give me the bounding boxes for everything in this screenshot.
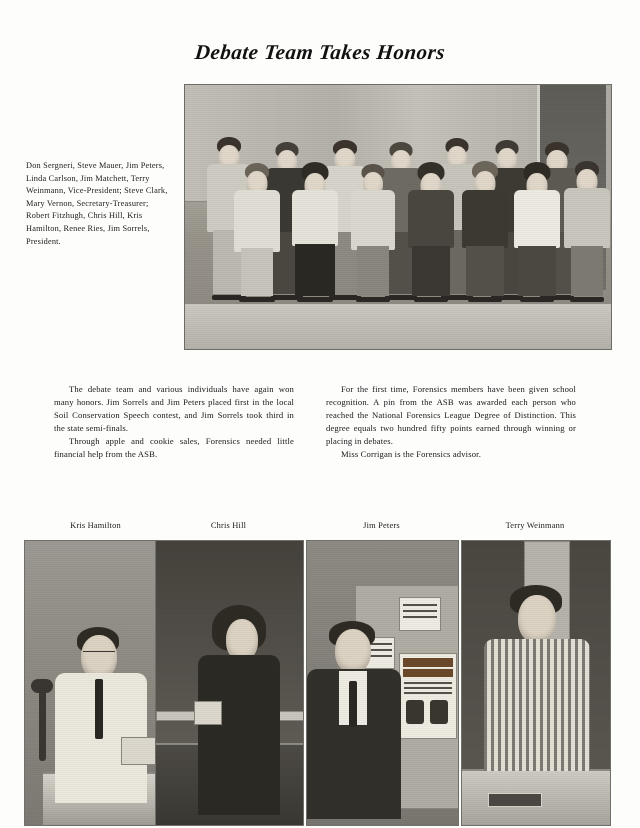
portrait-photo-chris-hill — [155, 540, 304, 826]
notice-top — [399, 597, 441, 631]
portrait-photo-terry-weinmann — [461, 540, 611, 826]
necktie — [95, 679, 103, 739]
portrait-label-3: Terry Weinmann — [505, 521, 565, 530]
held-card — [121, 737, 157, 765]
necktie — [349, 681, 357, 727]
paragraph: Through apple and cookie sales, Forensics needed little financial help from the ASB. — [54, 436, 294, 460]
page-title: Debate Team Takes Honors — [193, 40, 447, 64]
portrait-label-1: Chris Hill — [210, 521, 247, 530]
group-photo-caption: Don Sergneri, Steve Mauer, Jim Peters, Linda Carlson, Jim Matchett, Terry Weinmann, Vice-President; Steve Clark, Mary Vernon, Secretary-Treasurer; Robert Fitzhugh, Chris Hill, Kris Hamilton, Renee Ries, Jim Sorrels, President. — [26, 161, 168, 246]
article-left-column — [54, 383, 294, 462]
paragraph: The debate team and various individuals have again won many honors. Jim Sorrels and Jim Peters placed first in the local Soil Conservation Speech contest, and Jim Sorrels took third in the state semi-finals. — [54, 384, 294, 434]
nameplate — [488, 793, 542, 807]
face — [518, 595, 556, 643]
microphone-head — [31, 679, 53, 693]
group-photo — [184, 84, 612, 350]
sweater — [198, 655, 280, 815]
face — [335, 629, 371, 673]
held-papers — [194, 701, 222, 725]
paragraph: For the first time, Forensics members have been given school recognition. A pin from the ASB was awarded each person who reached the National Forensics League Degree of Distinction. This degree equals two hundred fifty points earned through winning or placing in debates. — [326, 384, 576, 447]
paragraph: Miss Corrigan is the Forensics advisor. — [341, 449, 482, 460]
microphone — [39, 689, 46, 761]
article-right-column — [326, 383, 576, 462]
striped-shirt — [484, 639, 590, 771]
citizenship-poster — [399, 653, 457, 739]
portrait-photo-jim-peters — [306, 540, 459, 826]
portrait-label-2: Jim Peters — [363, 521, 400, 530]
glasses — [83, 651, 115, 657]
portrait-photo-kris-hamilton — [24, 540, 169, 826]
shirt-stripes — [484, 639, 590, 771]
portrait-label-0: Kris Hamilton — [70, 521, 121, 530]
photo-floor — [185, 303, 611, 349]
